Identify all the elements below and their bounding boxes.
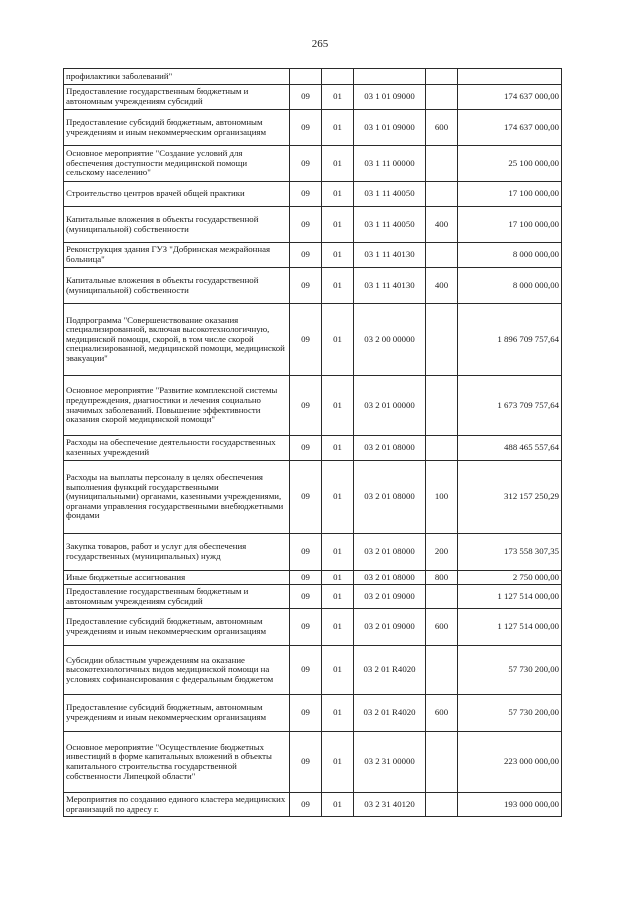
target-article-code: 03 2 01 R4020 <box>354 695 426 732</box>
row-description: Расходы на обеспечение деятельности государственных казенных учреждений <box>64 436 290 461</box>
table-row <box>64 534 562 571</box>
expense-type-code <box>426 243 458 268</box>
expense-type-code: 800 <box>426 571 458 585</box>
row-description: Подпрограмма "Совершенствование оказания специализированной, включая высокотехнологичную, медицинской помощи, скорой, в том числе скорой специализированной, медицинской помощи, медицинской эвакуации" <box>64 304 290 376</box>
table-row <box>64 376 562 436</box>
subsection-code: 01 <box>322 534 354 571</box>
amount: 25 100 000,00 <box>458 146 562 182</box>
amount: 17 100 000,00 <box>458 207 562 243</box>
subsection-code: 01 <box>322 732 354 793</box>
subsection-code: 01 <box>322 571 354 585</box>
target-article-code: 03 1 01 09000 <box>354 85 426 110</box>
target-article-code: 03 1 01 09000 <box>354 110 426 146</box>
target-article-code: 03 2 01 09000 <box>354 585 426 609</box>
table-row <box>64 571 562 585</box>
target-article-code: 03 2 01 08000 <box>354 461 426 534</box>
row-description: Иные бюджетные ассигнования <box>64 571 290 585</box>
amount: 193 000 000,00 <box>458 793 562 817</box>
section-code: 09 <box>290 732 322 793</box>
row-description: Закупка товаров, работ и услуг для обеспечения государственных (муниципальных) нужд <box>64 534 290 571</box>
subsection-code: 01 <box>322 304 354 376</box>
section-code: 09 <box>290 534 322 571</box>
section-code: 09 <box>290 461 322 534</box>
expense-type-code <box>426 732 458 793</box>
target-article-code: 03 1 11 40050 <box>354 207 426 243</box>
target-article-code: 03 1 11 00000 <box>354 146 426 182</box>
table-row <box>64 461 562 534</box>
table-row <box>64 304 562 376</box>
row-description: Предоставление субсидий бюджетным, автономным учреждениям и иным некоммерческим организациям <box>64 110 290 146</box>
section-code: 09 <box>290 585 322 609</box>
budget-table-body <box>64 69 562 817</box>
table-row <box>64 695 562 732</box>
section-code: 09 <box>290 695 322 732</box>
subsection-code: 01 <box>322 585 354 609</box>
table-row <box>64 793 562 817</box>
expense-type-code <box>426 69 458 85</box>
amount: 2 750 000,00 <box>458 571 562 585</box>
amount: 1 127 514 000,00 <box>458 585 562 609</box>
table-row <box>64 243 562 268</box>
target-article-code: 03 1 11 40050 <box>354 182 426 207</box>
row-description: Реконструкция здания ГУЗ "Добринская межрайонная больница" <box>64 243 290 268</box>
table-row <box>64 585 562 609</box>
subsection-code: 01 <box>322 436 354 461</box>
target-article-code: 03 2 31 00000 <box>354 732 426 793</box>
table-row <box>64 207 562 243</box>
target-article-code: 03 2 00 00000 <box>354 304 426 376</box>
expense-type-code <box>426 585 458 609</box>
section-code: 09 <box>290 207 322 243</box>
subsection-code: 01 <box>322 85 354 110</box>
section-code: 09 <box>290 571 322 585</box>
subsection-code: 01 <box>322 695 354 732</box>
amount: 8 000 000,00 <box>458 243 562 268</box>
expense-type-code: 400 <box>426 207 458 243</box>
amount: 8 000 000,00 <box>458 268 562 304</box>
expense-type-code <box>426 182 458 207</box>
expense-type-code <box>426 436 458 461</box>
row-description: Капитальные вложения в объекты государственной (муниципальной) собственности <box>64 207 290 243</box>
section-code: 09 <box>290 793 322 817</box>
section-code <box>290 69 322 85</box>
section-code: 09 <box>290 268 322 304</box>
row-description: Предоставление государственным бюджетным и автономным учреждениям субсидий <box>64 85 290 110</box>
target-article-code: 03 2 31 40120 <box>354 793 426 817</box>
amount: 488 465 557,64 <box>458 436 562 461</box>
subsection-code: 01 <box>322 461 354 534</box>
target-article-code: 03 2 01 08000 <box>354 534 426 571</box>
expense-type-code: 100 <box>426 461 458 534</box>
expense-type-code <box>426 85 458 110</box>
target-article-code: 03 2 01 00000 <box>354 376 426 436</box>
row-description: Основное мероприятие "Развитие комплексной системы предупреждения, диагностики и лечения социально значимых заболеваний. Повышение эффективности оказания скорой медицинской помощи" <box>64 376 290 436</box>
target-article-code: 03 2 01 09000 <box>354 609 426 646</box>
target-article-code: 03 2 01 08000 <box>354 436 426 461</box>
table-row <box>64 69 562 85</box>
row-description: Предоставление субсидий бюджетным, автономным учреждениям и иным некоммерческим организациям <box>64 695 290 732</box>
amount: 173 558 307,35 <box>458 534 562 571</box>
target-article-code: 03 1 11 40130 <box>354 243 426 268</box>
row-description: Субсидии областным учреждениям на оказание высокотехнологичных видов медицинской помощи на условиях софинансирования с федеральным бюджетом <box>64 646 290 695</box>
amount: 312 157 250,29 <box>458 461 562 534</box>
amount: 1 127 514 000,00 <box>458 609 562 646</box>
section-code: 09 <box>290 436 322 461</box>
section-code: 09 <box>290 243 322 268</box>
expense-type-code: 200 <box>426 534 458 571</box>
expense-type-code: 600 <box>426 609 458 646</box>
expense-type-code: 600 <box>426 695 458 732</box>
target-article-code: 03 2 01 08000 <box>354 571 426 585</box>
section-code: 09 <box>290 182 322 207</box>
table-row <box>64 182 562 207</box>
row-description: Мероприятия по созданию единого кластера медицинских организаций по адресу г. <box>64 793 290 817</box>
subsection-code <box>322 69 354 85</box>
row-description: Основное мероприятие "Создание условий для обеспечения доступности медицинской помощи сельскому населению" <box>64 146 290 182</box>
subsection-code: 01 <box>322 182 354 207</box>
subsection-code: 01 <box>322 609 354 646</box>
expense-type-code <box>426 146 458 182</box>
target-article-code <box>354 69 426 85</box>
amount: 57 730 200,00 <box>458 646 562 695</box>
row-description: Строительство центров врачей общей практики <box>64 182 290 207</box>
subsection-code: 01 <box>322 207 354 243</box>
table-row <box>64 146 562 182</box>
subsection-code: 01 <box>322 146 354 182</box>
row-description: Предоставление субсидий бюджетным, автономным учреждениям и иным некоммерческим организациям <box>64 609 290 646</box>
subsection-code: 01 <box>322 793 354 817</box>
subsection-code: 01 <box>322 376 354 436</box>
subsection-code: 01 <box>322 243 354 268</box>
section-code: 09 <box>290 646 322 695</box>
amount: 174 637 000,00 <box>458 110 562 146</box>
table-row <box>64 110 562 146</box>
table-row <box>64 268 562 304</box>
amount <box>458 69 562 85</box>
amount: 223 000 000,00 <box>458 732 562 793</box>
amount: 1 896 709 757,64 <box>458 304 562 376</box>
amount: 1 673 709 757,64 <box>458 376 562 436</box>
section-code: 09 <box>290 609 322 646</box>
amount: 17 100 000,00 <box>458 182 562 207</box>
expense-type-code <box>426 304 458 376</box>
table-row <box>64 732 562 793</box>
table-row <box>64 646 562 695</box>
row-description: Расходы на выплаты персоналу в целях обеспечения выполнения функций государственными (муниципальными) органами, казенными учреждениями, органами управления государственными внебюджетными фондами <box>64 461 290 534</box>
row-description: Основное мероприятие "Осуществление бюджетных инвестиций в форме капитальных вложений в объекты капитального строительства государственной собственности Липецкой области" <box>64 732 290 793</box>
page-number: 265 <box>311 38 329 50</box>
table-row <box>64 609 562 646</box>
subsection-code: 01 <box>322 268 354 304</box>
expense-type-code: 600 <box>426 110 458 146</box>
table-row <box>64 436 562 461</box>
subsection-code: 01 <box>322 110 354 146</box>
amount: 174 637 000,00 <box>458 85 562 110</box>
target-article-code: 03 2 01 R4020 <box>354 646 426 695</box>
section-code: 09 <box>290 146 322 182</box>
section-code: 09 <box>290 85 322 110</box>
row-description: Капитальные вложения в объекты государственной (муниципальной) собственности <box>64 268 290 304</box>
expense-type-code: 400 <box>426 268 458 304</box>
expense-type-code <box>426 646 458 695</box>
table-row <box>64 85 562 110</box>
budget-table <box>63 68 562 817</box>
expense-type-code <box>426 376 458 436</box>
target-article-code: 03 1 11 40130 <box>354 268 426 304</box>
section-code: 09 <box>290 304 322 376</box>
section-code: 09 <box>290 110 322 146</box>
row-description: Предоставление государственным бюджетным и автономным учреждениям субсидий <box>64 585 290 609</box>
row-description: профилактики заболеваний" <box>64 69 290 85</box>
amount: 57 730 200,00 <box>458 695 562 732</box>
expense-type-code <box>426 793 458 817</box>
section-code: 09 <box>290 376 322 436</box>
subsection-code: 01 <box>322 646 354 695</box>
